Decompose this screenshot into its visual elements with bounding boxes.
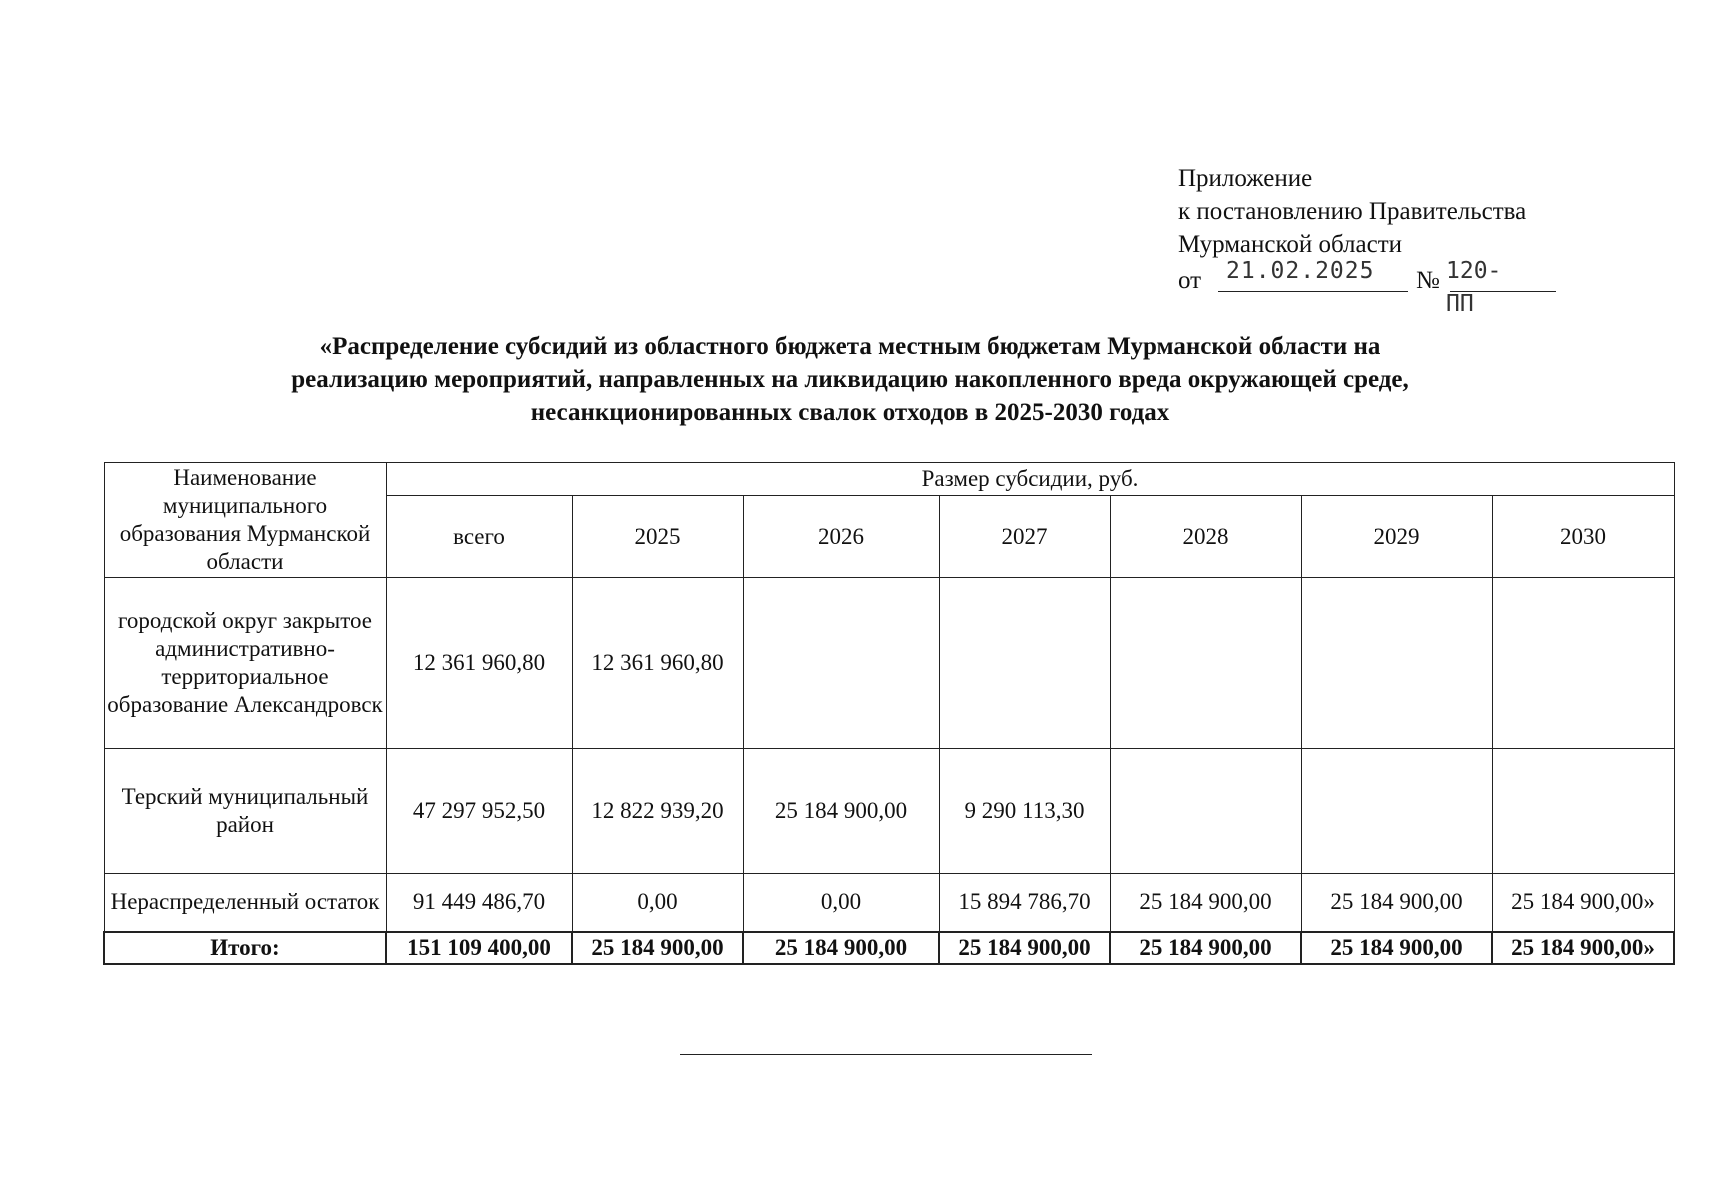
header-municipality: Наименование муниципального образования Мурманской области	[104, 463, 386, 578]
total-cell: 25 184 900,00	[743, 932, 939, 964]
subsidy-table	[103, 462, 1675, 965]
table-cell: 0,00	[572, 874, 743, 932]
header-row-1	[104, 463, 1674, 496]
table-cell	[1110, 578, 1301, 749]
header-col-2025: 2025	[572, 496, 743, 578]
table-cell	[1301, 578, 1492, 749]
total-row	[104, 932, 1674, 964]
table-row	[104, 578, 1674, 749]
table-cell: 15 894 786,70	[939, 874, 1110, 932]
table-cell: 0,00	[743, 874, 939, 932]
row-name: Нераспределенный остаток	[104, 874, 386, 932]
table-cell: 12 822 939,20	[572, 749, 743, 874]
title-line-1: «Распределение субсидий из областного бюджета местным бюджетам Мурманской области на	[319, 333, 1381, 360]
header-col-2030: 2030	[1492, 496, 1674, 578]
date-underline	[1218, 291, 1408, 292]
total-cell: 151 109 400,00	[386, 932, 572, 964]
date-prefix: от	[1178, 267, 1202, 294]
table-cell	[939, 578, 1110, 749]
total-cell: 25 184 900,00	[1301, 932, 1492, 964]
table-cell	[1492, 749, 1674, 874]
table-cell: 9 290 113,30	[939, 749, 1110, 874]
header-col-2028: 2028	[1110, 496, 1301, 578]
table-cell: 47 297 952,50	[386, 749, 572, 874]
table-cell	[1301, 749, 1492, 874]
table-cell: 12 361 960,80	[572, 578, 743, 749]
header-col-2027: 2027	[939, 496, 1110, 578]
row-name: Терский муниципальный район	[104, 749, 386, 874]
table-row	[104, 874, 1674, 932]
appendix-resolution: к постановлению Правительства	[1178, 198, 1527, 225]
table-cell	[743, 578, 939, 749]
title-line-2: реализацию мероприятий, направленных на ликвидацию накопленного вреда окружающей среде,	[291, 366, 1409, 393]
table-cell: 25 184 900,00»	[1492, 874, 1674, 932]
table-row	[104, 749, 1674, 874]
document-title	[190, 330, 1510, 429]
total-cell: 25 184 900,00»	[1492, 932, 1674, 964]
header-col-2029: 2029	[1301, 496, 1492, 578]
table-cell: 25 184 900,00	[1110, 874, 1301, 932]
total-label: Итого:	[104, 932, 386, 964]
row-name: городской округ закрытое административно-территориальное образование Александровск	[104, 578, 386, 749]
appendix-region: Мурманской области	[1178, 231, 1403, 258]
table-cell	[1110, 749, 1301, 874]
number-value: 120-ПП	[1446, 258, 1502, 317]
total-cell: 25 184 900,00	[1110, 932, 1301, 964]
header-col-2026: 2026	[743, 496, 939, 578]
table-cell: 12 361 960,80	[386, 578, 572, 749]
appendix-block	[1178, 162, 1527, 317]
table-cell: 25 184 900,00	[743, 749, 939, 874]
total-cell: 25 184 900,00	[939, 932, 1110, 964]
title-line-3: несанкционированных свалок отходов в 2025-2030 годах	[530, 399, 1170, 426]
total-cell: 25 184 900,00	[572, 932, 743, 964]
date-value: 21.02.2025	[1226, 258, 1375, 284]
number-sign: №	[1416, 267, 1440, 294]
header-subsidy-size: Размер субсидии, руб.	[386, 463, 1674, 496]
table-cell: 25 184 900,00	[1301, 874, 1492, 932]
header-col-total: всего	[386, 496, 572, 578]
appendix-label: Приложение	[1178, 165, 1313, 192]
table-cell	[1492, 578, 1674, 749]
appendix-date-line	[1178, 258, 1526, 317]
closing-rule	[680, 1054, 1092, 1055]
table-cell: 91 449 486,70	[386, 874, 572, 932]
